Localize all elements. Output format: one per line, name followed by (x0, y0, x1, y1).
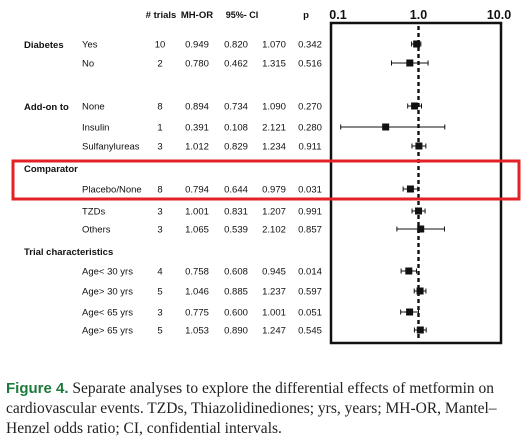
row-label: None (82, 101, 105, 113)
group-label: Add-on to (24, 102, 69, 113)
col-header-p: p (303, 10, 309, 21)
cell-ci-low: 0.462 (224, 58, 248, 70)
row-label: Sulfanylureas (82, 141, 140, 153)
cell-ci-low: 0.539 (224, 224, 248, 236)
cell-ci-high: 1.207 (262, 206, 286, 218)
row-label: Age> 30 yrs (82, 286, 133, 298)
point-estimate (406, 60, 413, 67)
cell-mh-or: 0.949 (185, 39, 209, 51)
cell-ci-low: 0.885 (224, 286, 248, 298)
row-label: No (82, 58, 95, 70)
figure-caption (6, 379, 522, 439)
cell-ci-high: 0.979 (262, 184, 286, 196)
point-estimate (417, 327, 424, 334)
axis-tick-label: 10.0 (486, 8, 512, 22)
cell-p: 0.051 (298, 307, 322, 319)
cell-p: 0.597 (298, 286, 322, 298)
point-estimate (405, 268, 412, 275)
point-estimate (407, 186, 414, 193)
cell-ci-low: 0.644 (224, 184, 248, 196)
cell-ci-low: 0.829 (224, 141, 248, 153)
cell-p: 0.911 (298, 141, 322, 153)
row-label: Others (82, 224, 111, 236)
cell-trials: 3 (157, 141, 163, 153)
cell-ci-low: 0.890 (224, 325, 248, 337)
cell-p: 0.014 (298, 266, 322, 278)
cell-mh-or: 0.780 (185, 58, 209, 70)
cell-ci-high: 1.237 (262, 286, 286, 298)
cell-mh-or: 1.053 (185, 325, 209, 337)
row-label: Placebo/None (82, 184, 142, 196)
cell-mh-or: 1.012 (185, 141, 209, 153)
cell-mh-or: 1.046 (185, 286, 209, 298)
row-label: Age> 65 yrs (82, 325, 133, 337)
point-estimate (417, 288, 424, 295)
cell-mh-or: 1.065 (185, 224, 209, 236)
cell-ci-high: 2.102 (262, 224, 286, 236)
row-label: Age< 65 yrs (82, 307, 133, 319)
point-estimate (417, 226, 424, 233)
cell-mh-or: 0.391 (185, 122, 209, 134)
cell-ci-high: 2.121 (262, 122, 286, 134)
figure-label: Figure 4. (6, 380, 69, 397)
row-label: TZDs (82, 206, 106, 218)
cell-ci-high: 1.234 (262, 141, 286, 153)
cell-ci-low: 0.108 (224, 122, 248, 134)
cell-ci-high: 1.070 (262, 39, 286, 51)
cell-mh-or: 0.894 (185, 101, 209, 113)
cell-ci-low: 0.820 (224, 39, 248, 51)
cell-p: 0.342 (298, 39, 322, 51)
point-estimate (415, 208, 422, 215)
col-header-ci: 95%- CI (225, 10, 259, 20)
cell-mh-or: 1.001 (185, 206, 209, 218)
cell-trials: 2 (157, 58, 163, 70)
cell-p: 0.857 (298, 224, 322, 236)
cell-p: 0.031 (298, 184, 322, 196)
cell-ci-high: 1.001 (262, 307, 286, 319)
cell-trials: 1 (157, 122, 163, 134)
point-estimate (415, 143, 422, 150)
cell-ci-low: 0.831 (224, 206, 248, 218)
cell-mh-or: 0.794 (185, 184, 209, 196)
cell-p: 0.991 (298, 206, 322, 218)
cell-trials: 4 (157, 266, 163, 278)
point-estimate (406, 309, 413, 316)
cell-ci-high: 1.315 (262, 58, 286, 70)
axis-tick-label: 1.0 (409, 8, 428, 22)
cell-ci-high: 0.945 (262, 266, 286, 278)
row-label: Insulin (82, 122, 110, 134)
cell-trials: 3 (157, 206, 163, 218)
point-estimate (413, 41, 420, 48)
cell-p: 0.516 (298, 58, 322, 70)
cell-ci-low: 0.734 (224, 101, 248, 113)
cell-trials: 8 (157, 184, 163, 196)
cell-mh-or: 0.775 (185, 307, 209, 319)
cell-trials: 3 (157, 224, 163, 236)
cell-ci-high: 1.090 (262, 101, 286, 113)
cell-p: 0.280 (298, 122, 322, 134)
plot-frame (331, 23, 501, 343)
axis-tick-label: 0.1 (329, 8, 347, 22)
cell-ci-low: 0.608 (224, 266, 248, 278)
cell-ci-high: 1.247 (262, 325, 286, 337)
cell-trials: 10 (154, 39, 166, 51)
cell-trials: 5 (157, 325, 163, 337)
point-estimate (411, 103, 418, 110)
cell-ci-low: 0.600 (224, 307, 248, 319)
group-label: Trial characteristics (24, 247, 114, 258)
group-label: Comparator (24, 164, 78, 175)
point-estimate (382, 124, 389, 131)
cell-mh-or: 0.758 (185, 266, 209, 278)
row-label: Yes (82, 39, 98, 51)
col-header-trials: # trials (145, 10, 177, 21)
cell-p: 0.270 (298, 101, 322, 113)
caption-text: Separate analyses to explore the differential effects of metformin on cardiovascular events. TZDs, Thiazolidinediones; yrs, years; MH-OR, Mantel–Henzel odds ratio; CI, confidential intervals. (6, 380, 497, 437)
group-label: Diabetes (24, 40, 64, 51)
col-header-mh-or: MH-OR (180, 10, 214, 21)
cell-trials: 5 (157, 286, 163, 298)
cell-trials: 3 (157, 307, 163, 319)
cell-p: 0.545 (298, 325, 322, 337)
row-label: Age< 30 yrs (82, 266, 133, 278)
cell-trials: 8 (157, 101, 163, 113)
